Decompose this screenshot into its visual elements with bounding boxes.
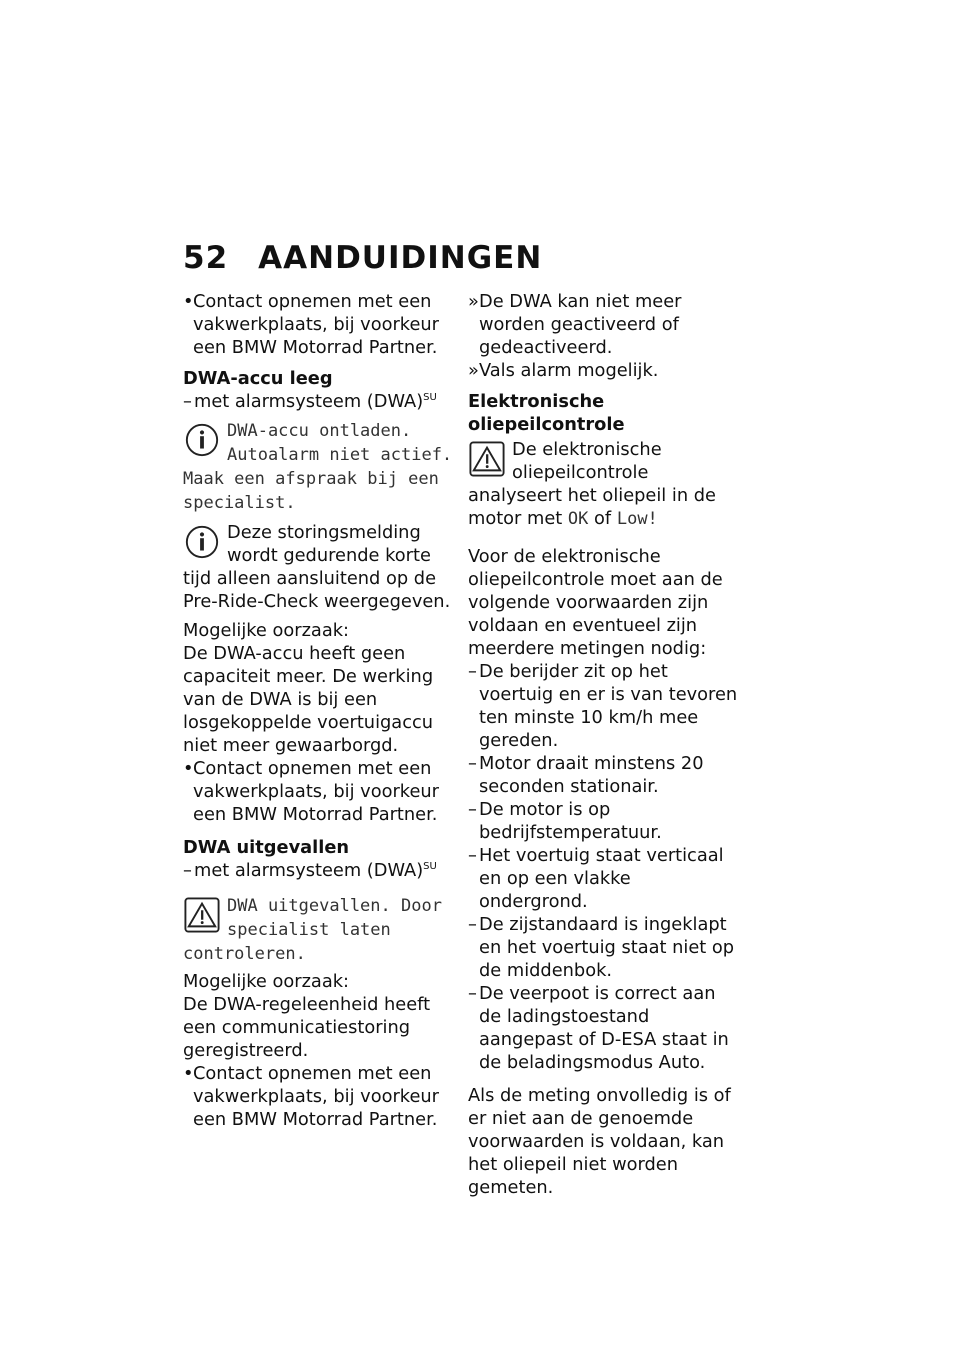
condition-item: – De zijstandaard is ingeklapt en het voertuig staat niet op de middenbok. (468, 914, 735, 981)
warning-icon (468, 441, 506, 477)
condition-item: – De motor is op bedrijfstemperatuur. (468, 799, 662, 843)
cause-label: Mogelijke oorzaak: (183, 620, 350, 641)
list-item: • Contact opnemen met een vakwerkplaats, bij voorkeur een BMW Motorrad Partner. (183, 758, 439, 825)
conditions-intro: Voor de elektronische oliepeilcontrole moet aan de volgende voorwaarden zijn voldaan en eventueel zijn meerdere metingen nodig: (468, 546, 723, 659)
ok-code: OK (567, 509, 589, 529)
section-heading: DWA-accu leeg (183, 368, 333, 389)
page-title: AANDUIDINGEN (258, 240, 543, 276)
closing-text: Als de meting onvolledig is of er niet aan de genoemde voorwaarden is voldaan, kan het oliepeil niet worden gemeten. (468, 1085, 731, 1198)
info-note-block (183, 521, 455, 613)
list-item: • Contact opnemen met een vakwerkplaats, bij voorkeur een BMW Motorrad Partner. (183, 1063, 439, 1130)
page-number: 52 (183, 240, 229, 276)
list-item: • Contact opnemen met een vakwerkplaats, bij voorkeur een BMW Motorrad Partner. (183, 291, 439, 358)
result-item: » Vals alarm mogelijk. (468, 360, 659, 381)
display-message: DWA uitgevallen. Door specialist laten controleren. (183, 896, 442, 964)
section-heading: DWA uitgevallen (183, 837, 350, 858)
result-item: » De DWA kan niet meer worden geactiveerd of gedeactiveerd. (468, 291, 682, 358)
cause-text: De DWA-regeleenheid heeft een communicatiestoring geregistreerd. (183, 994, 431, 1061)
display-message: DWA-accu ontladen. Autoalarm niet actief. Maak een afspraak bij een specialist. (183, 421, 453, 513)
warning-block: De elektronische oliepeilcontrole analyseert het oliepeil in de motor met OK of Low! (468, 439, 716, 529)
warning-icon (183, 897, 221, 933)
condition-item: – De veerpoot is correct aan de ladingstoestand aangepast of D-ESA staat in de beladingsmodus Auto. (468, 983, 729, 1073)
info-icon (183, 524, 221, 560)
condition-item: – De berijder zit op het voertuig en er is van tevoren ten minste 10 km/h mee gereden. (468, 661, 738, 751)
display-message-block (183, 419, 455, 515)
left-column (183, 290, 455, 1131)
low-code: Low! (616, 509, 658, 529)
warning-text: De elektronische oliepeilcontrole analyseert het oliepeil in de motor met (468, 439, 716, 529)
list-item-text: Contact opnemen met een vakwerkplaats, bij voorkeur een BMW Motorrad Partner. (193, 758, 439, 825)
list-item-text: Contact opnemen met een vakwerkplaats, bij voorkeur een BMW Motorrad Partner. (193, 291, 439, 358)
section-condition: – met alarmsysteem (DWA)$^{SU}$ (183, 391, 437, 412)
list-item-text: Contact opnemen met een vakwerkplaats, bij voorkeur een BMW Motorrad Partner. (193, 1063, 439, 1130)
page-header (183, 240, 542, 276)
info-note: Deze storingsmelding wordt gedurende korte tijd alleen aansluitend op de Pre-Ride-Check weergegeven. (183, 522, 451, 612)
info-icon (183, 422, 221, 458)
display-message-block (183, 894, 455, 966)
condition-item: – Motor draait minstens 20 seconden stationair. (468, 753, 704, 797)
condition-item: – Het voertuig staat verticaal en op een vlakke ondergrond. (468, 845, 724, 912)
cause-text: De DWA-accu heeft geen capaciteit meer. De werking van de DWA is bij een losgekoppelde voertuigaccu niet meer gewaarborgd. (183, 643, 434, 756)
section-condition: – met alarmsysteem (DWA)$^{SU}$ (183, 860, 437, 881)
section-heading: Elektronische oliepeilcontrole (468, 391, 625, 435)
right-column (468, 290, 740, 1199)
cause-label: Mogelijke oorzaak: (183, 971, 350, 992)
